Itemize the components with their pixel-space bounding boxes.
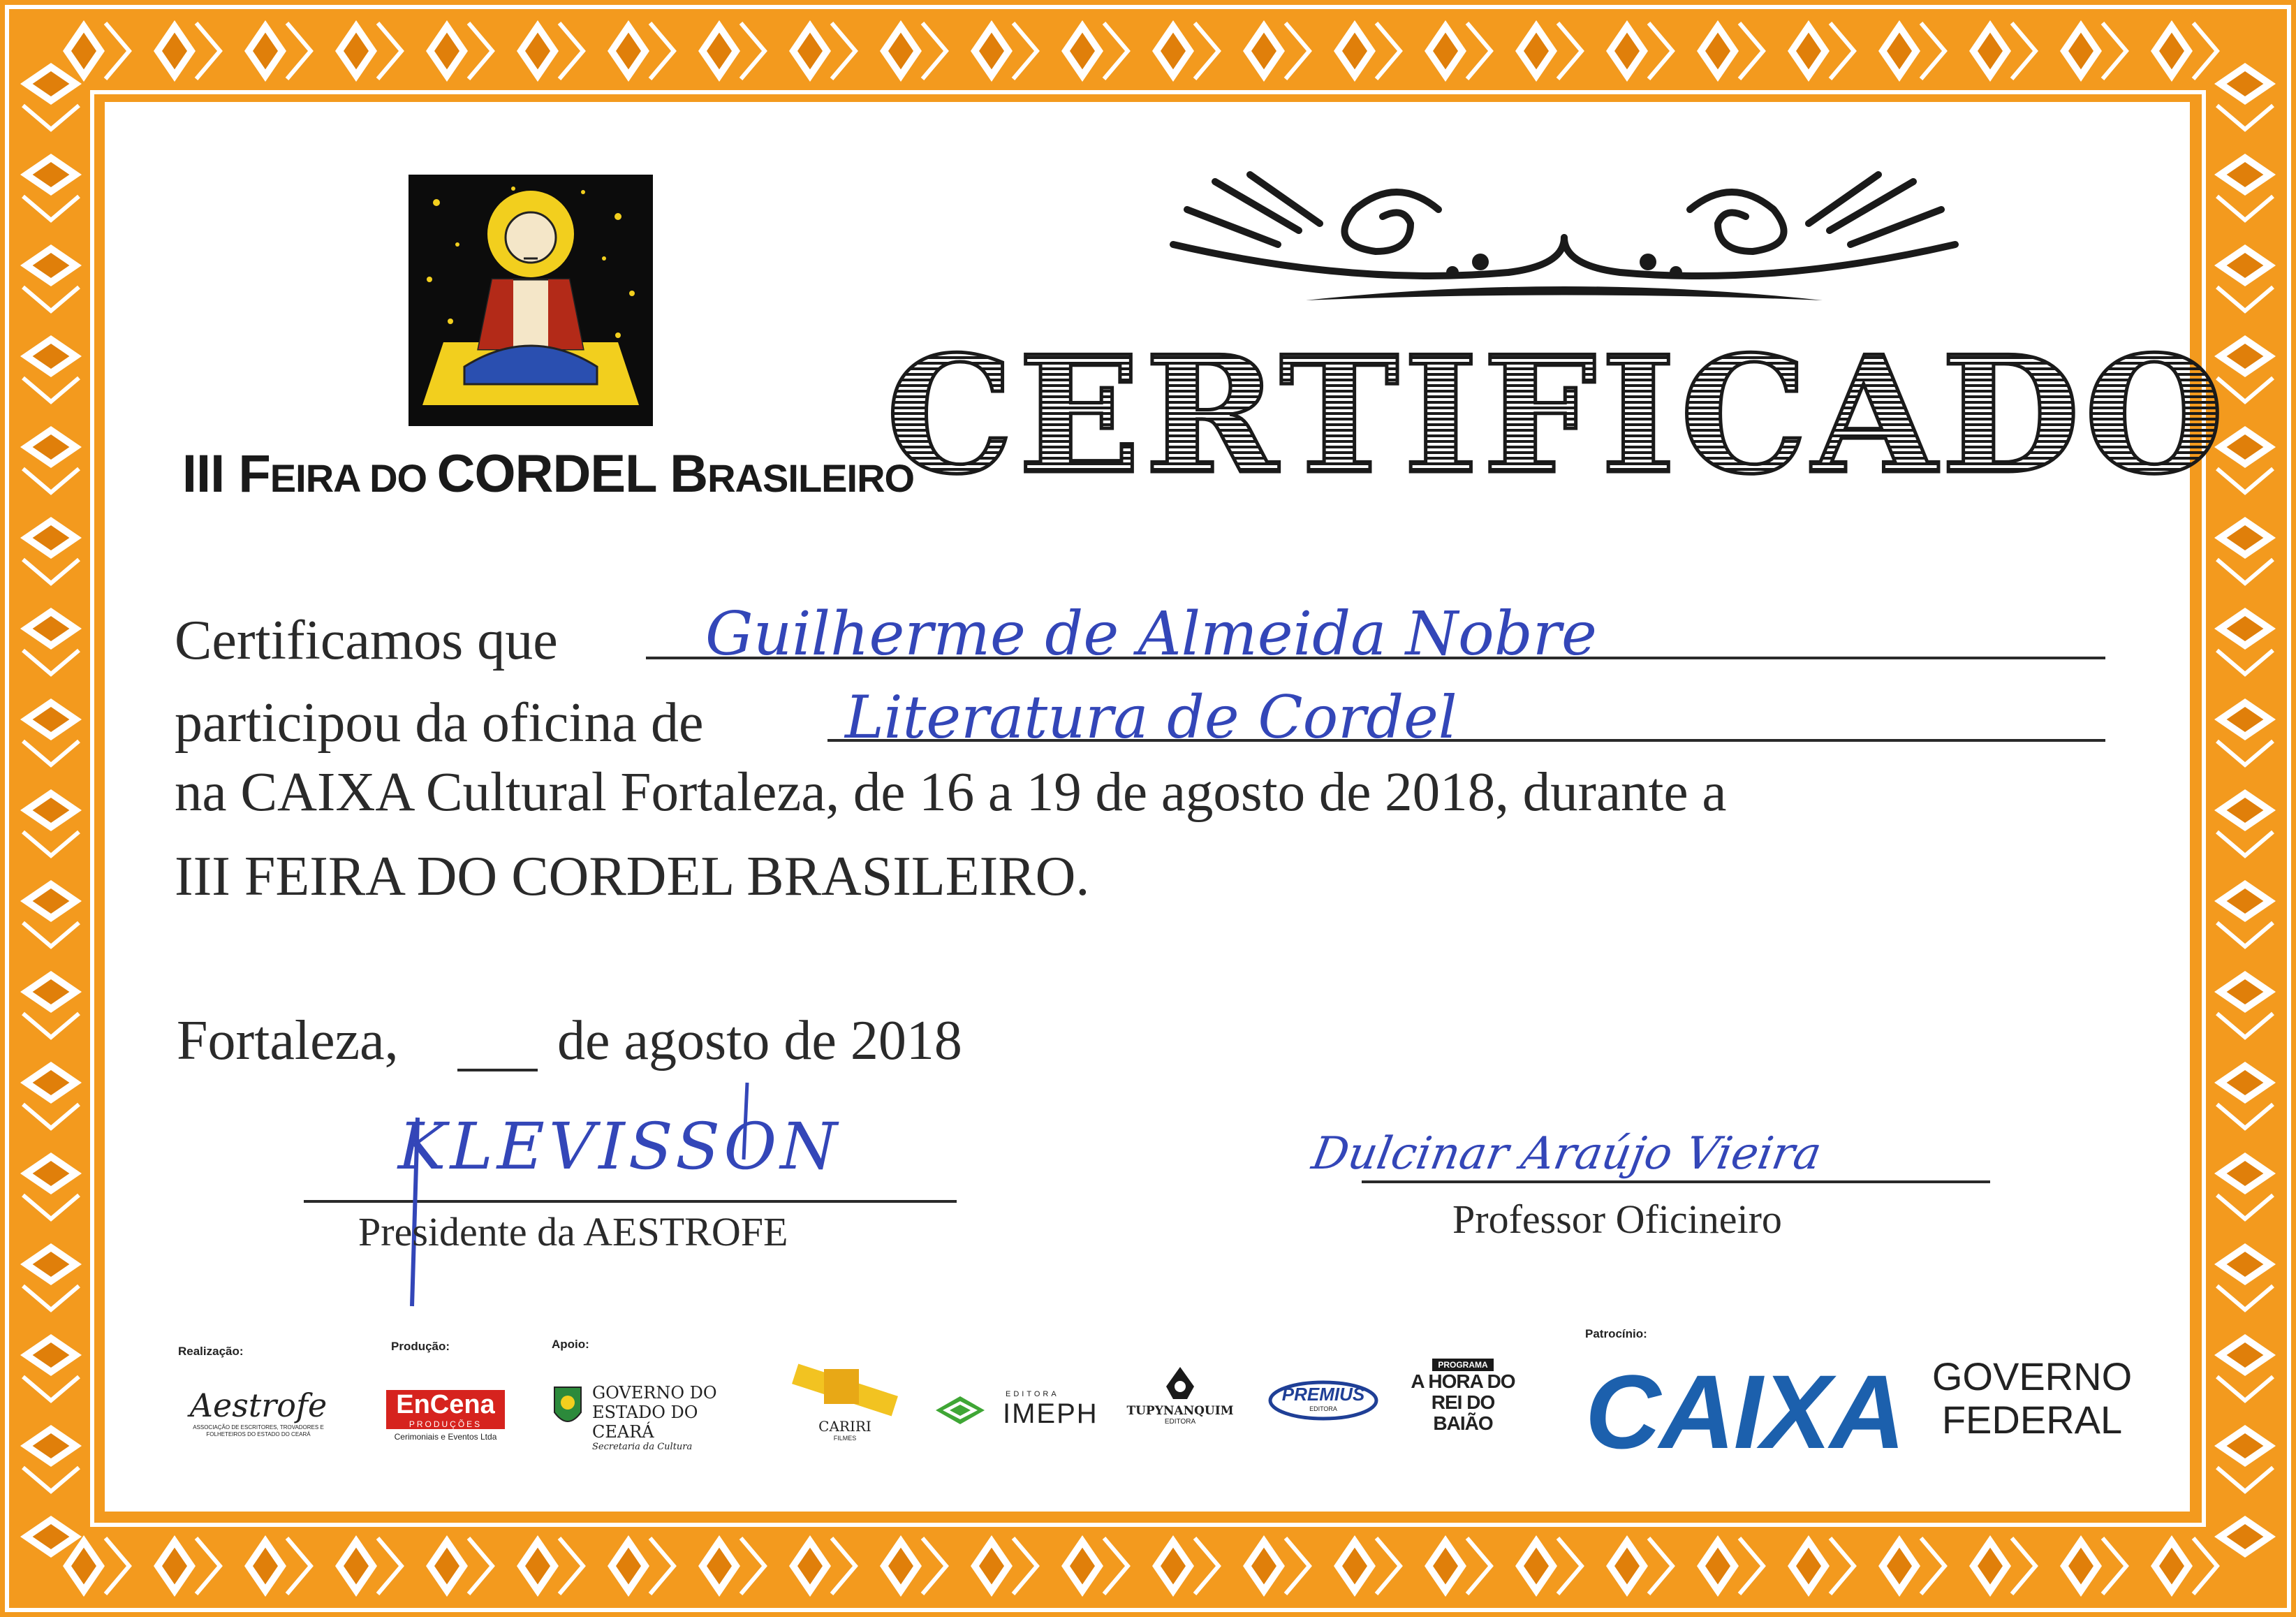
right-signature-line [1362, 1180, 1990, 1183]
governo-federal-logo: GOVERNO FEDERAL [1931, 1354, 2133, 1442]
tupynanquim-logo: TUPYNANQUIM EDITORA [1124, 1366, 1236, 1426]
date-suffix: de agosto de 2018 [557, 1010, 962, 1071]
participant-name: Guilherme de Almeida Nobre [705, 599, 1597, 669]
ceara-crest-icon [552, 1384, 584, 1433]
premius-logo: PREMIUS EDITORA [1267, 1380, 1379, 1421]
left-signature-label: Presidente da AESTROFE [358, 1209, 788, 1254]
title-ornament [1145, 168, 1983, 314]
left-signature-strokes [391, 1076, 782, 1313]
imeph-logo: EDITORA IMEPH [936, 1390, 1103, 1430]
caixa-logo: CAIXA [1585, 1353, 1904, 1470]
realizacao-label: Realização: [178, 1345, 244, 1358]
programa-rei-do-baiao-logo: PROGRAMA A HORA DO REI DO BAIÃO [1411, 1360, 1515, 1434]
certificate-title [885, 321, 2229, 510]
right-signature-label: Professor Oficineiro [1452, 1197, 1782, 1242]
cordel-fair-logo [409, 175, 653, 426]
workshop-name: Literatura de Cordel [845, 683, 1457, 752]
encena-logo: EnCena PRODUÇÕES Cerimoniais e Eventos Ltda [386, 1390, 505, 1442]
apoio-label: Apoio: [552, 1338, 589, 1351]
svg-text:CERTIFICADO: CERTIFICADO [885, 321, 2229, 510]
date-prefix: Fortaleza, [177, 1010, 399, 1071]
imeph-mark-icon [936, 1393, 985, 1428]
aestrofe-logo: Aestrofe ASSOCIAÇÃO DE ESCRITORES, TROVADORES E FOLHETEIROS DO ESTADO DO CEARÁ [189, 1386, 328, 1437]
day-blank [457, 1069, 538, 1071]
workshop-label: participou da oficina de [175, 692, 704, 754]
tupynanquim-mark-icon [1159, 1366, 1201, 1400]
right-signature: Dulcinar Araújo Vieira [1308, 1128, 1825, 1180]
gov-ceara-logo: GOVERNO DO ESTADO DO CEARÁ Secretaria da Cultura [552, 1383, 761, 1452]
event-name: III FEIRA DO CORDEL BRASILEIRO [182, 444, 915, 504]
certify-label: Certificamos que [175, 610, 558, 671]
event-name-line: III FEIRA DO CORDEL BRASILEIRO. [175, 846, 1090, 907]
producao-label: Produção: [391, 1340, 450, 1353]
event-details: na CAIXA Cultural Fortaleza, de 16 a 19 de agosto de 2018, durante a [175, 762, 1727, 823]
cariri-filmes-logo: CARIRI FILMES [786, 1366, 904, 1442]
left-signature: KLEVISSON [390, 1109, 849, 1184]
patrocinio-label: Patrocínio: [1585, 1327, 1647, 1340]
film-strip-icon [786, 1366, 904, 1421]
